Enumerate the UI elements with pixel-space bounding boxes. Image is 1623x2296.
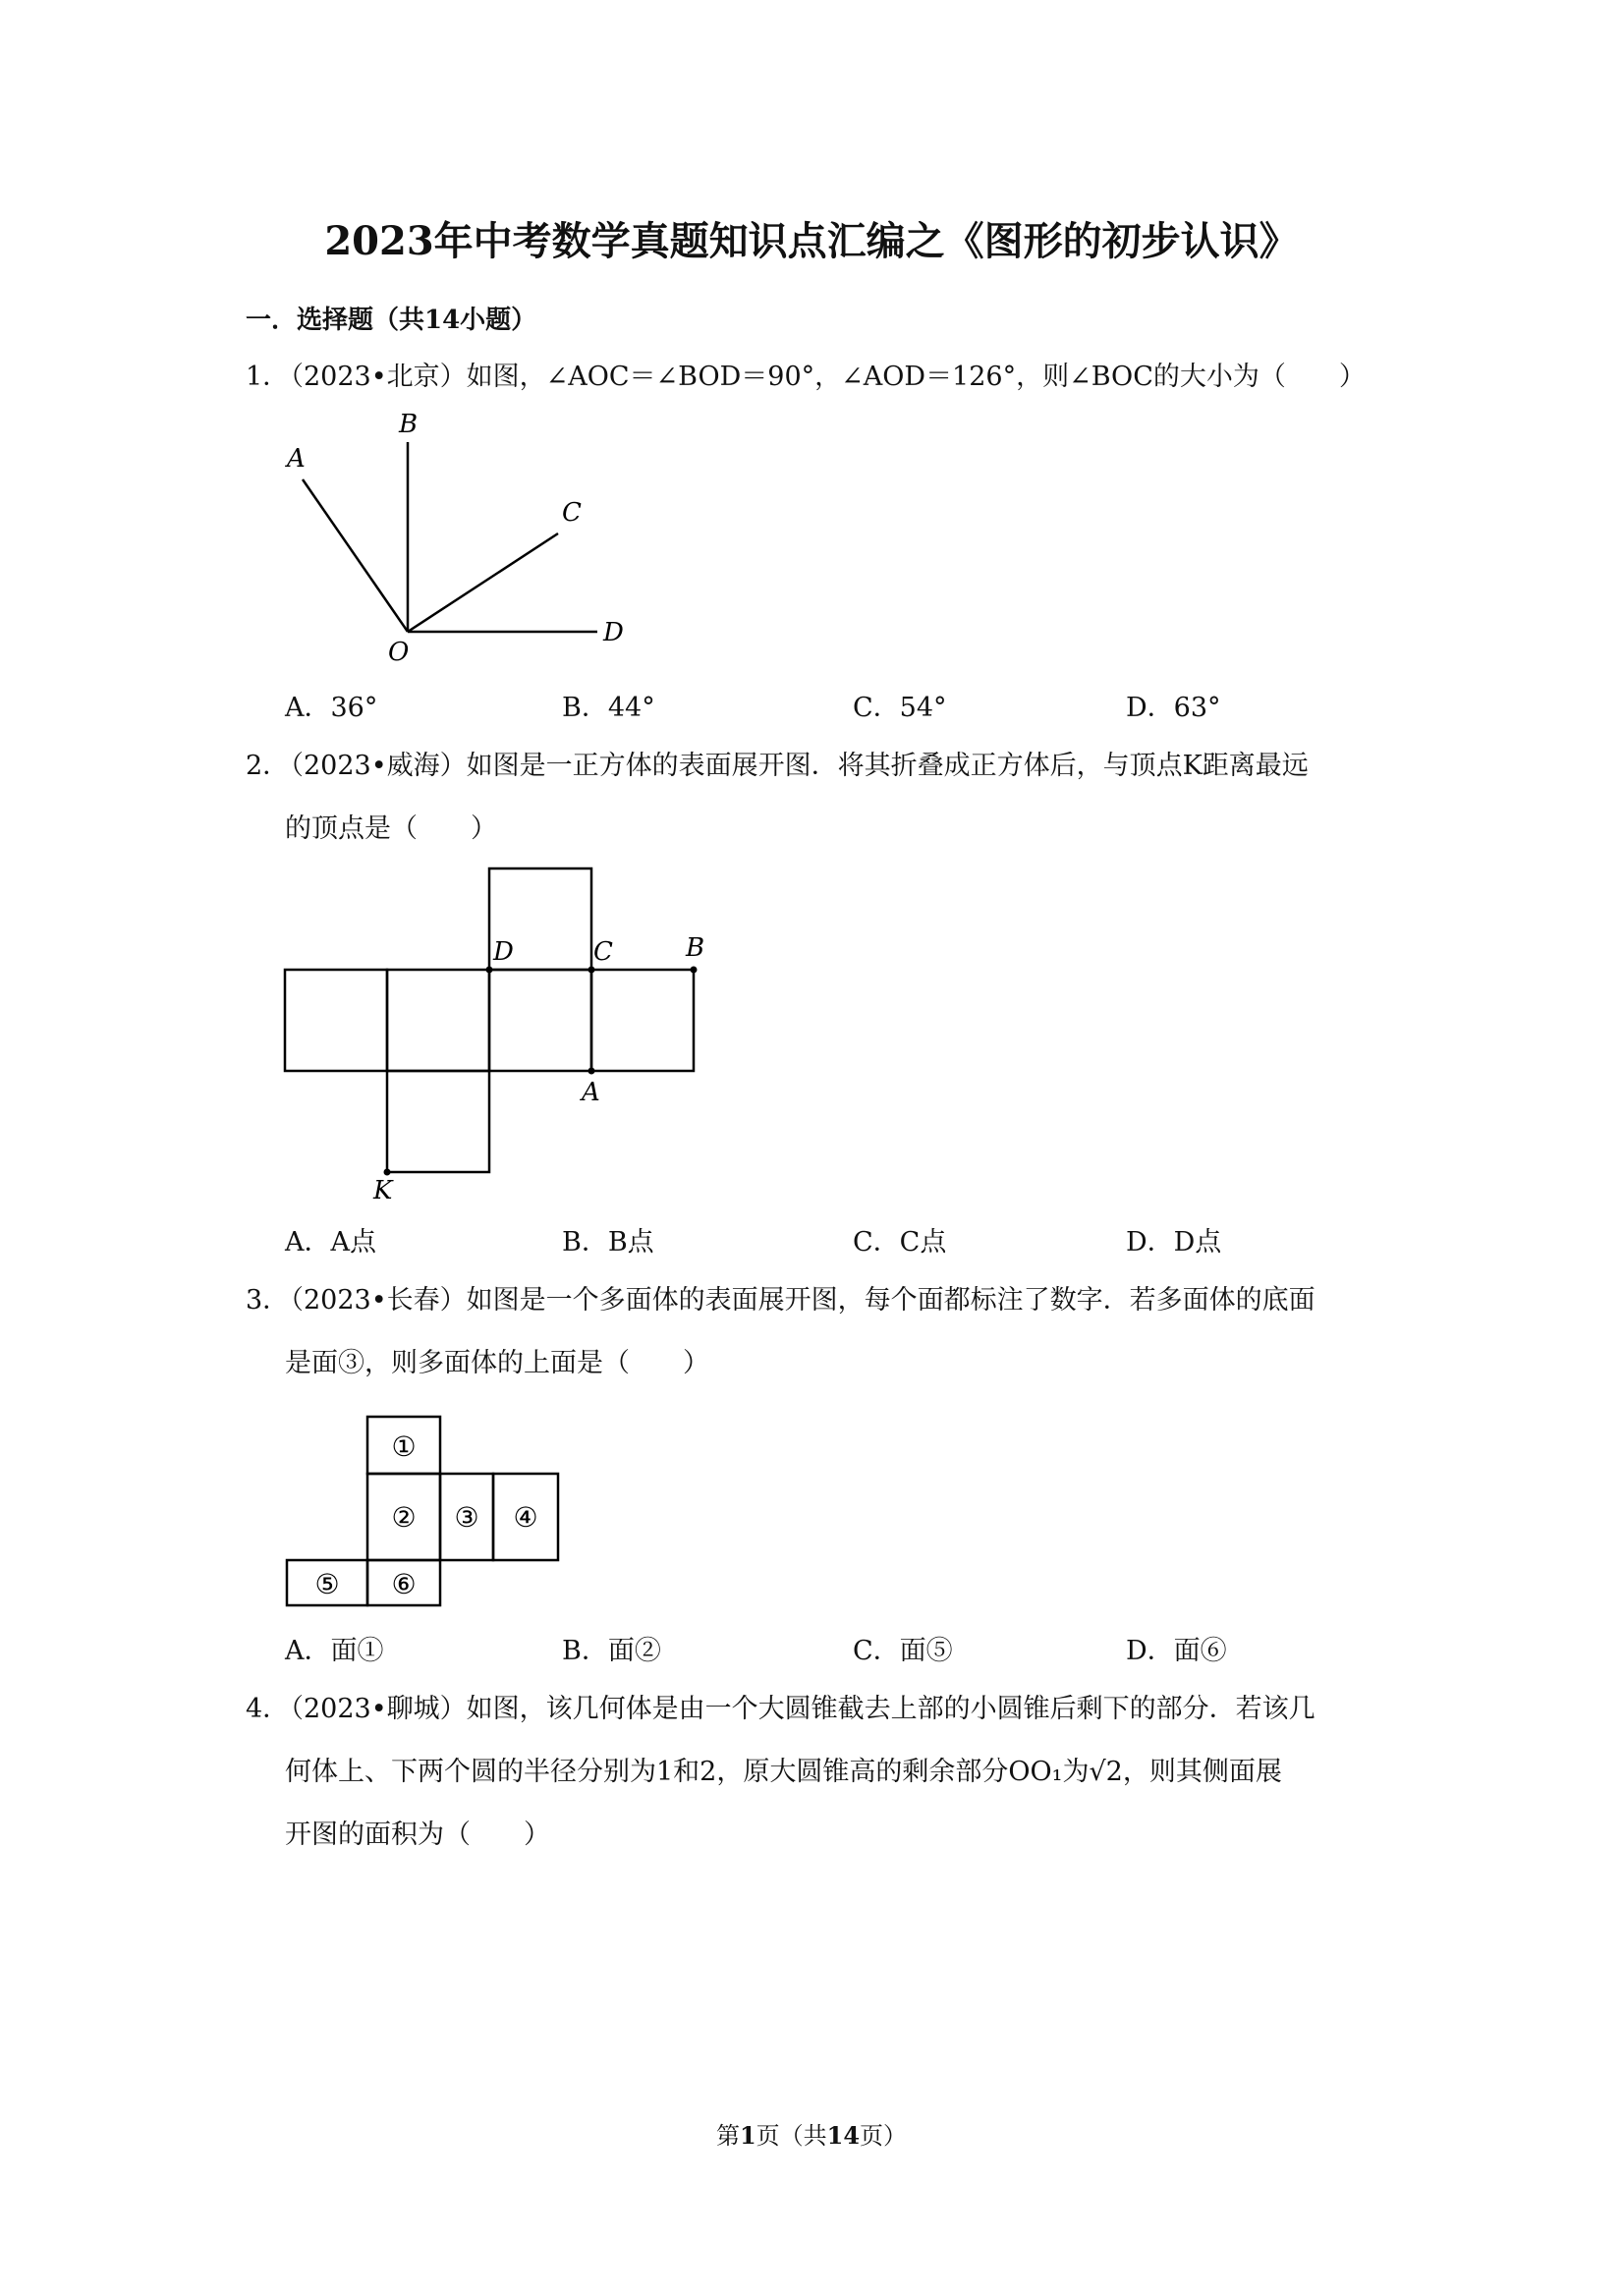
question-1-figure <box>275 410 648 668</box>
ray-oc <box>408 533 558 632</box>
face-label-3: ③ <box>454 1501 479 1534</box>
page-title: 2023年中考数学真题知识点汇编之《图形的初步认识》 <box>324 218 1299 264</box>
question-2-figure <box>265 855 737 1208</box>
q2-option-c: C．C点 <box>853 1227 947 1258</box>
question-2-number: 2． <box>246 751 290 781</box>
footer-page-number: 1 <box>739 2121 756 2150</box>
label-c: C <box>593 937 613 967</box>
ray-oa <box>303 479 408 632</box>
q2-option-b: B．B点 <box>562 1227 654 1258</box>
face-label-6: ⑥ <box>391 1568 417 1600</box>
q3-option-a: A．面① <box>285 1636 384 1666</box>
net-face-3 <box>489 970 591 1071</box>
label-k: K <box>373 1176 393 1205</box>
net-face-1 <box>285 970 387 1071</box>
question-3-text-line2: 是面③，则多面体的上面是（ ） <box>285 1348 709 1378</box>
question-2-text-line2: 的顶点是（ ） <box>285 813 497 844</box>
label-d: D <box>603 618 624 647</box>
question-3-text-line1: （2023•长春）如图是一个多面体的表面展开图，每个面都标注了数字．若多面体的底面 <box>277 1285 1315 1316</box>
label-d: D <box>493 937 514 967</box>
label-a: A <box>287 444 306 474</box>
q3-option-c: C．面⑤ <box>853 1636 953 1666</box>
question-1-number: 1． <box>246 362 290 392</box>
section-heading: 一．选择题（共14小题） <box>246 306 537 335</box>
q1-option-b: B．44° <box>562 693 655 723</box>
question-3-number: 3． <box>246 1285 290 1316</box>
net-face-2 <box>387 970 489 1071</box>
net-face-4 <box>591 970 694 1071</box>
face-label-2: ② <box>391 1501 417 1534</box>
face-label-1: ① <box>391 1430 417 1463</box>
footer-prefix: 第 <box>715 2122 740 2150</box>
label-c: C <box>562 498 582 528</box>
question-4-text-line1: （2023•聊城）如图，该几何体是由一个大圆锥截去上部的小圆锥后剩下的部分．若该几 <box>277 1694 1315 1724</box>
q1-option-c: C．54° <box>853 693 947 723</box>
q2-option-a: A．A点 <box>285 1227 376 1258</box>
question-3-figure <box>275 1405 589 1611</box>
label-b: B <box>686 933 705 963</box>
footer-middle: 页（共 <box>756 2122 827 2150</box>
label-o: O <box>388 638 410 667</box>
q3-option-d: D．面⑥ <box>1126 1636 1227 1666</box>
face-label-5: ⑤ <box>314 1568 340 1600</box>
footer-suffix: 页） <box>860 2122 908 2150</box>
q1-option-d: D．63° <box>1126 693 1221 723</box>
label-b: B <box>399 410 419 439</box>
label-a: A <box>582 1078 600 1107</box>
question-4-text-line2: 何体上、下两个圆的半径分别为1和2，原大圆锥高的剩余部分OO₁为√2，则其侧面展 <box>285 1757 1282 1787</box>
q1-option-a: A．36° <box>285 693 378 723</box>
q3-option-b: B．面② <box>562 1636 661 1666</box>
question-1-text: （2023•北京）如图，∠AOC＝∠BOD＝90°，∠AOD＝126°，则∠BOC的大小为（ ） <box>277 362 1366 392</box>
footer-total-pages: 14 <box>826 2121 861 2150</box>
question-4-number: 4． <box>246 1694 290 1724</box>
face-label-4: ④ <box>513 1501 538 1534</box>
q2-option-d: D．D点 <box>1126 1227 1222 1258</box>
net-face-bottom <box>387 1071 489 1172</box>
question-4-text-line3: 开图的面积为（ ） <box>285 1820 550 1850</box>
page-footer <box>0 2116 1623 2151</box>
question-2-text-line1: （2023•威海）如图是一正方体的表面展开图．将其折叠成正方体后，与顶点K距离最远 <box>277 751 1309 781</box>
